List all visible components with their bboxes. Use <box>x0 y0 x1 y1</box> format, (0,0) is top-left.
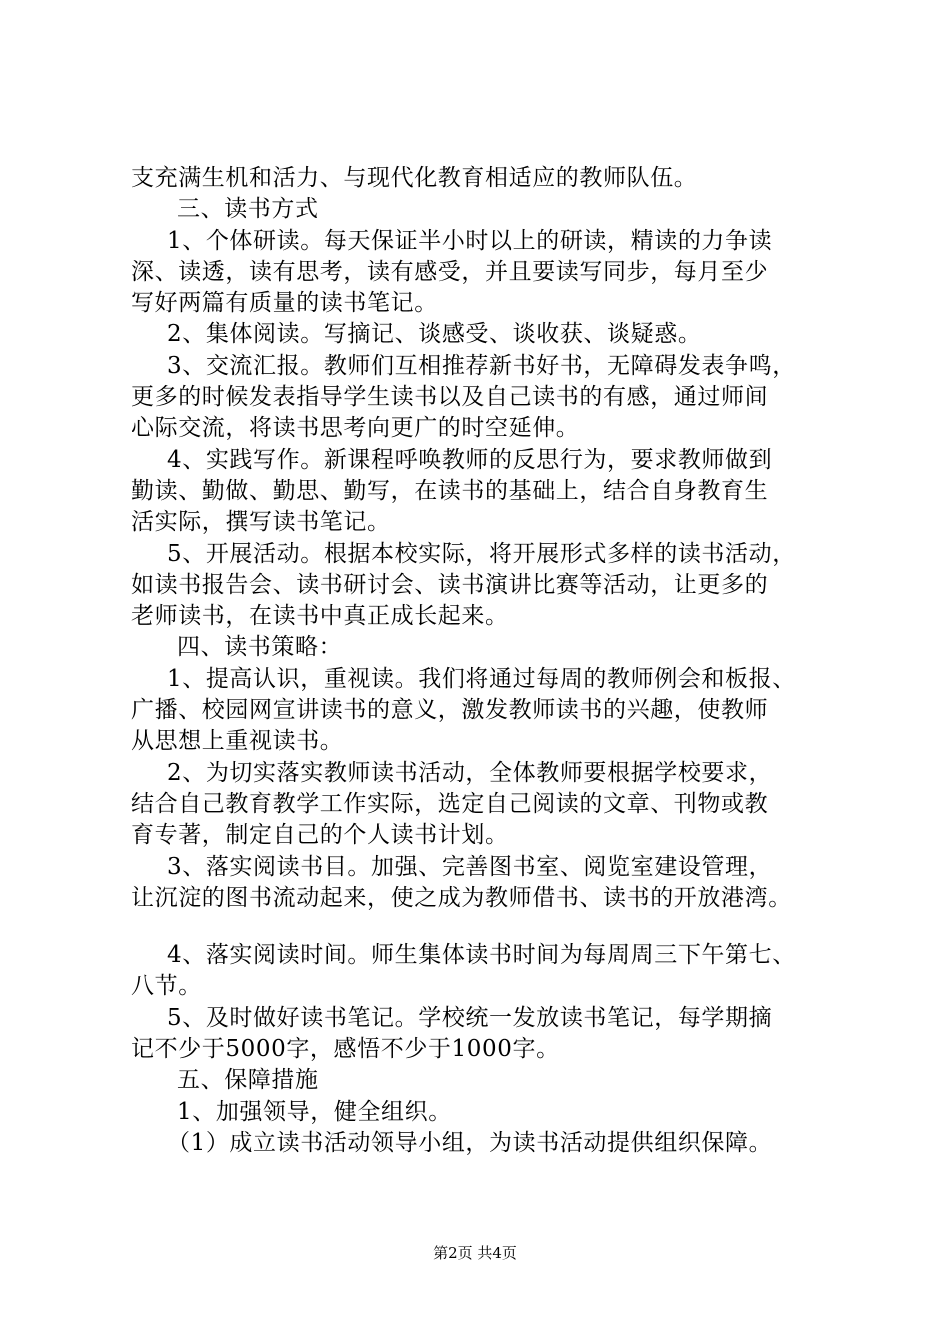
document-body <box>131 163 851 1159</box>
body-line: 4、落实阅读时间。师生集体读书时间为每周周三下午第七、 <box>167 942 796 969</box>
body-line: 勤读、勤做、勤思、勤写，在读书的基础上，结合自身教育生 <box>131 477 769 504</box>
body-line: 3、落实阅读书目。加强、完善图书室、阅览室建设管理， <box>167 853 773 880</box>
body-line: 广播、校园网宣讲读书的意义，激发教师读书的兴趣，使教师 <box>131 697 769 724</box>
section-heading: 三、读书方式 <box>177 196 319 223</box>
body-line: 让沉淀的图书流动起来，使之成为教师借书、读书的开放港湾。 <box>131 884 792 911</box>
body-line: 2、为切实落实教师读书活动，全体教师要根据学校要求， <box>167 759 773 786</box>
body-line: 1、提高认识，重视读。我们将通过每周的教师例会和板报、 <box>167 665 796 692</box>
page-number: 第2页 共4页 <box>433 1244 517 1262</box>
body-line: 从思想上重视读书。 <box>131 728 344 755</box>
body-line: 写好两篇有质量的读书笔记。 <box>131 290 438 317</box>
body-line: 结合自己教育教学工作实际，选定自己阅读的文章、刊物或教 <box>131 790 769 817</box>
section-heading: 五、保障措施 <box>177 1067 319 1094</box>
body-line: 5、及时做好读书笔记。学校统一发放读书笔记，每学期摘 <box>167 1004 773 1031</box>
body-line: 老师读书，在读书中真正成长起来。 <box>131 603 509 630</box>
body-line: 记不少于5000字，感悟不少于1000字。 <box>131 1036 560 1063</box>
paragraph-gap <box>131 914 851 940</box>
body-line: 4、实践写作。新课程呼唤教师的反思行为，要求教师做到 <box>167 446 773 473</box>
body-line: 2、集体阅读。写摘记、谈感受、谈收获、谈疑惑。 <box>167 321 702 348</box>
section-heading: 四、读书策略： <box>177 634 343 661</box>
body-line: 1、加强领导，健全组织。 <box>177 1098 452 1125</box>
body-line: 心际交流，将读书思考向更广的时空延伸。 <box>131 415 580 442</box>
body-line: 支充满生机和活力、与现代化教育相适应的教师队伍。 <box>131 165 698 191</box>
body-line: 深、读透，读有思考，读有感受，并且要读写同步，每月至少 <box>131 258 769 285</box>
body-line: （1）成立读书活动领导小组，为读书活动提供组织保障。 <box>167 1129 773 1156</box>
body-line: 八节。 <box>131 973 202 1000</box>
body-line: 活实际，撰写读书笔记。 <box>131 509 391 536</box>
body-line: 如读书报告会、读书研讨会、读书演讲比赛等活动，让更多的 <box>131 571 769 598</box>
body-line: 3、交流汇报。教师们互相推荐新书好书，无障碍发表争鸣， <box>167 352 796 379</box>
body-line: 5、开展活动。根据本校实际，将开展形式多样的读书活动， <box>167 540 796 567</box>
body-line: 育专著，制定自己的个人读书计划。 <box>131 822 509 849</box>
body-line: 1、个体研读。每天保证半小时以上的研读，精读的力争读 <box>167 227 773 254</box>
body-line: 更多的时候发表指导学生读书以及自己读书的有感，通过师间 <box>131 384 769 411</box>
page-footer <box>0 1243 950 1263</box>
